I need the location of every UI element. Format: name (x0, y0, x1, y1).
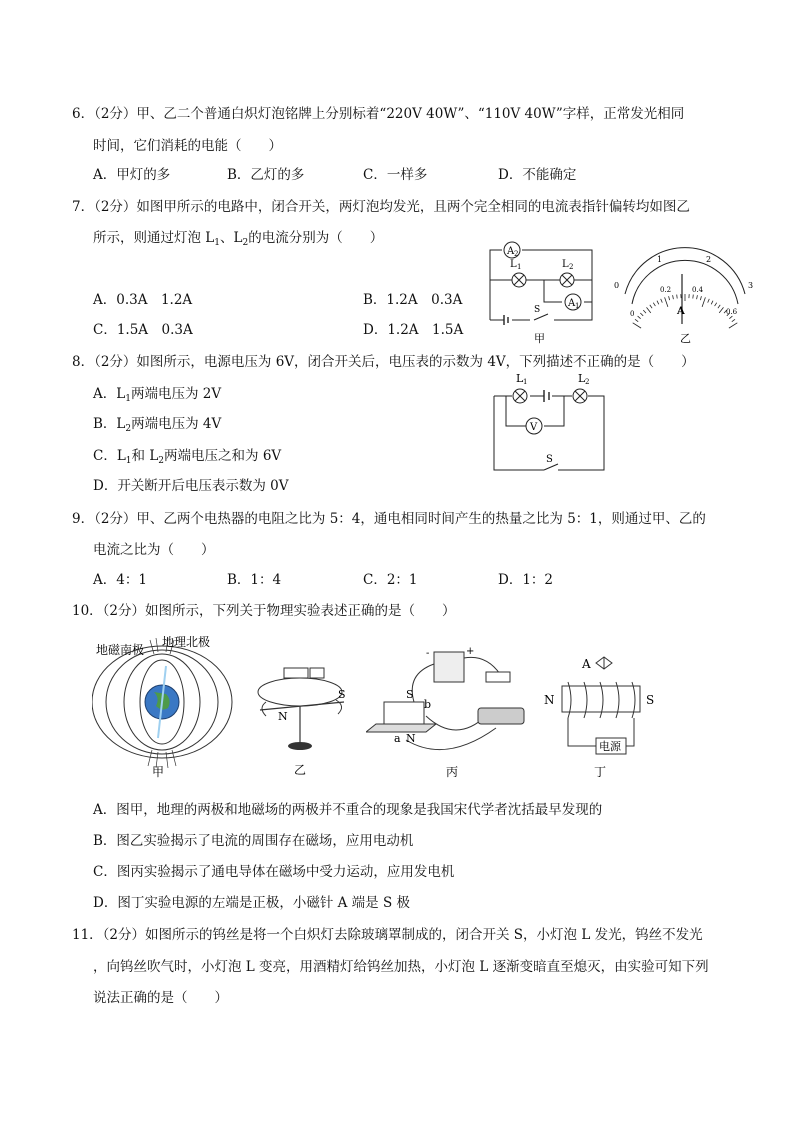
q11-line3: 说法正确的是（ ） (93, 990, 228, 1006)
q9-line1: 9．（2分）甲、乙两个电热器的电阻之比为 5：4，通电相同时间产生的热量之比为 5：1，则通过甲、乙的 (72, 511, 706, 527)
dial-tick (661, 299, 663, 303)
dial-tick (719, 307, 723, 313)
q9-option-b: B．1：4 (227, 572, 282, 588)
q10-figure-bing-motor (366, 644, 536, 780)
svg-text:地磁南极: 地磁南极 (96, 643, 145, 657)
svg-text:1: 1 (575, 302, 580, 310)
svg-text:1: 1 (657, 255, 663, 264)
q8-circuit-diagram (488, 370, 610, 476)
dial-tick (650, 305, 652, 308)
svg-text:a: a (394, 732, 401, 745)
svg-text:电源: 电源 (599, 740, 621, 753)
dial-tick (640, 313, 643, 316)
dial-tick (697, 295, 698, 299)
svg-text:1: 1 (517, 263, 522, 271)
svg-text:L: L (578, 372, 586, 385)
svg-text:0.6: 0.6 (726, 308, 738, 316)
dial-tick (693, 295, 694, 299)
svg-text:地理北极: 地理北极 (162, 636, 211, 649)
battery-icon (504, 315, 508, 325)
q7-line2: 所示，则通过灯泡 $L_1$、$L_2$的电流分别为（ ） (93, 230, 384, 248)
dial-tick (732, 319, 735, 321)
q8-line1: 8．（2分）如图所示，电源电压为 6V，闭合开关后，电压表的示数为 4V，下列描述不正确的是（ ） (72, 354, 695, 370)
q7-option-c: C．1.5A 0.3A (93, 322, 193, 338)
q7-option-d: D．1.2A 1.5A (363, 322, 464, 338)
svg-text:N: N (406, 732, 416, 745)
dial-tick (633, 323, 641, 328)
svg-text:2: 2 (569, 263, 574, 271)
dial-tick (643, 310, 646, 313)
q6-line2: 时间，它们消耗的电能（ ） (93, 138, 282, 154)
q9-option-a: A．4：1 (93, 572, 147, 588)
horseshoe-magnet-icon (384, 702, 424, 724)
dial-tick (657, 301, 659, 305)
svg-text:V: V (530, 422, 538, 433)
q9-line2: 电流之比为（ ） (93, 542, 215, 558)
q10-option-c: C．图丙实验揭示了通电导体在磁场中受力运动，应用发电机 (93, 864, 455, 880)
dial-tick (718, 305, 720, 308)
svg-text:L: L (516, 372, 524, 385)
q8-option-b: B．$L_2$两端电压为 4V (93, 416, 222, 434)
q10-option-a: A．图甲，地理的两极和地磁场的两极并不重合的现象是我国宋代学者沈括最早发现的 (93, 802, 603, 818)
dial-tick (715, 303, 717, 306)
svg-text:0: 0 (630, 310, 635, 318)
q11-line2: ，向钨丝吹气时，小灯泡 L 变亮，用酒精灯给钨丝加热，小灯泡 L 逐渐变暗直至熄灭，由实验可知下列 (93, 959, 709, 975)
q11-line1: 11．（2分）如图所示的钨丝是将一个白炽灯去除玻璃罩制成的，闭合开关 S，小灯泡 L 发光，钨丝不发光 (72, 927, 703, 943)
svg-text:A: A (568, 298, 576, 309)
q7-option-b: B．1.2A 0.3A (363, 292, 463, 308)
svg-text:丁: 丁 (594, 765, 607, 779)
svg-text:乙: 乙 (294, 763, 307, 777)
svg-text:-: - (426, 648, 430, 659)
svg-text:S: S (406, 688, 414, 701)
dial-tick (711, 301, 713, 305)
svg-text:L: L (510, 259, 517, 270)
q10-option-b: B．图乙实验揭示了电流的周围存在磁场，应用电动机 (93, 833, 414, 849)
q8-option-a: A．$L_1$两端电压为 2V (93, 386, 222, 404)
svg-text:2: 2 (585, 378, 590, 386)
q10-figure-jia-earth (92, 636, 242, 781)
svg-text:乙: 乙 (680, 332, 691, 345)
svg-text:0.2: 0.2 (660, 286, 672, 294)
q8-option-c: C．$L_1$和 $L_2$两端电压之和为 6V (93, 448, 282, 466)
svg-text:S: S (534, 305, 541, 315)
q10-line1: 10．（2分）如图所示，下列关于物理实验表述正确的是（ ） (72, 603, 456, 619)
q6-option-c: C．一样多 (363, 167, 428, 183)
dial-tick (653, 303, 655, 306)
rheostat-icon (478, 708, 524, 724)
q10-figure-yi-oersted (252, 662, 362, 780)
q10-option-d: D．图丁实验电源的左端是正极，小磁针 A 端是 S 极 (93, 895, 410, 911)
q10-figure-ding-solenoid (540, 652, 670, 782)
dial-tick (638, 316, 641, 319)
svg-text:A: A (582, 657, 591, 671)
svg-text:0: 0 (614, 281, 620, 290)
svg-text:丙: 丙 (446, 765, 459, 779)
svg-text:甲: 甲 (152, 765, 165, 779)
battery-icon (544, 390, 549, 402)
dial-tick (729, 323, 737, 328)
svg-text:b: b (424, 698, 432, 711)
q8-option-d: D．开关断开后电压表示数为 0V (93, 478, 289, 494)
svg-text:3: 3 (748, 281, 754, 290)
dial-tick (708, 299, 710, 303)
svg-text:L: L (562, 259, 569, 270)
svg-text:N: N (544, 693, 555, 707)
q7-circuit-diagram (482, 238, 602, 346)
svg-text:A: A (507, 246, 515, 257)
dial-tick (702, 297, 705, 307)
q9-option-c: C．2：1 (363, 572, 418, 588)
svg-text:+: + (466, 646, 475, 657)
svg-text:S: S (338, 688, 346, 701)
svg-text:0.4: 0.4 (692, 286, 704, 294)
svg-text:1: 1 (523, 378, 528, 386)
q6-line1: 6．（2分）甲、乙二个普通白炽灯泡铭牌上分别标着“220V 40W”、“110V 40W”字样，正常发光相同 (72, 106, 685, 122)
q7-ammeter-dial (610, 246, 760, 346)
svg-text:甲: 甲 (534, 332, 545, 345)
q9-option-d: D．1：2 (498, 572, 554, 588)
battery-icon (284, 668, 308, 678)
dial-tick (677, 295, 678, 299)
q7-option-a: A．0.3A 1.2A (93, 292, 193, 308)
dial-tick (647, 307, 651, 313)
svg-text:2: 2 (514, 250, 519, 258)
battery-icon (434, 652, 464, 682)
dial-tick (665, 297, 668, 307)
q6-option-b: B．乙灯的多 (227, 167, 305, 183)
dial-tick (729, 316, 732, 319)
q6-option-a: A．甲灯的多 (93, 167, 171, 183)
q7-line1: 7．（2分）如图甲所示的电路中，闭合开关，两灯泡均发光，且两个完全相同的电流表指针偏转均如图乙 (72, 199, 690, 215)
svg-text:A: A (677, 306, 685, 317)
dial-tick (673, 295, 674, 299)
svg-text:N: N (278, 710, 288, 723)
dial-tick (700, 296, 701, 300)
svg-text:S: S (546, 454, 553, 465)
switch-icon (486, 672, 510, 682)
dial-tick (635, 319, 638, 321)
dial-tick (669, 296, 670, 300)
svg-text:S: S (646, 693, 655, 707)
svg-text:2: 2 (706, 255, 712, 264)
q6-option-d: D．不能确定 (498, 167, 577, 183)
